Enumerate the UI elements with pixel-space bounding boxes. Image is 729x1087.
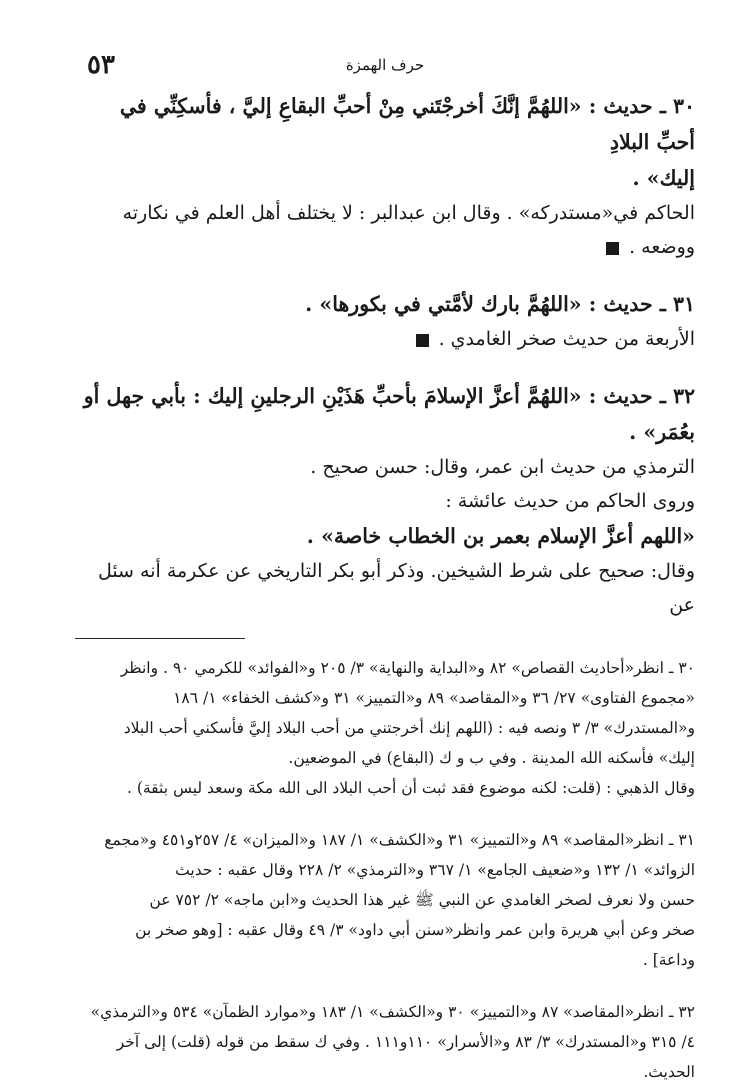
footnote-31-line-4: صخر وعن أبي هريرة وابن عمر وانظر«سنن أبي داود» ٣/ ٤٩ وقال عقبه : [وهو صخر بن (135, 921, 695, 939)
footnote-31-line-2: الزوائد» ١/ ١٣٢ و«ضعيف الجامع» ١/ ٣٦٧ و«الترمذي» ٢/ ٢٢٨ وقال عقبه : حديث (175, 861, 695, 879)
hadith-30-line-1: ٣٠ ـ حديث : «اللهُمَّ إنَّكَ أخرجْتَني مِنْ أحبِّ البقاعِ إليَّ ، فأسكِنِّي في أحبِّ البلادِ (119, 94, 695, 154)
hadith-31-source (75, 322, 695, 356)
hadith-30-line-2: إليك» . (632, 166, 695, 190)
hadith-30-text (75, 88, 695, 160)
end-square-icon (416, 334, 429, 347)
footnote-32-line-3: الحديث. (643, 1063, 695, 1081)
footnote-31-line-1: ٣١ ـ انظر«المقاصد» ٨٩ و«التمييز» ٣١ و«الكشف» ١/ ١٨٧ و«الميزان» ٤/ ٢٥٧و٤٥١ و«مجمع (104, 831, 695, 849)
hadith-32-line-3: وروى الحاكم من حديث عائشة : (445, 490, 695, 512)
footnote-30-line-4: إليك» فأسكنه الله المدينة . وفي ب و ك (البقاع) في الموضعين. (288, 749, 695, 767)
footnote-31-line-5: وداعة] . (642, 951, 695, 969)
footnote-30-line-2: «مجموع الفتاوى» ٢٧/ ٣٦ و«المقاصد» ٨٩ و«التمييز» ٣١ و«كشف الخفاء» ١/ ١٨٦ (173, 689, 695, 707)
main-text (75, 88, 695, 622)
footnote-31-line-3: حسن ولا نعرف لصخر الغامدي عن النبي ﷺ غير هذا الحديث و«ابن ماجه» ٢/ ٧٥٢ عن (149, 891, 695, 909)
hadith-32-line-2: الترمذي من حديث ابن عمر، وقال: حسن صحيح . (310, 456, 695, 478)
footnote-30-line-3: و«المستدرك» ٣/ ٣ ونصه فيه : (اللهم إنك أخرجتني من أحب البلاد إليَّ فأسكني أحب البلاد (123, 719, 695, 737)
footnote-32-line-1: ٣٢ ـ انظر«المقاصد» ٨٧ و«التمييز» ٣٠ و«الكشف» ١/ ١٨٣ و«موارد الظمآن» ٥٣٤ و«الترمذي» (90, 1003, 695, 1021)
footnote-30-line-1: ٣٠ ـ انظر«أحاديث القصاص» ٨٢ و«البداية والنهاية» ٣/ ٢٠٥ و«الفوائد» للكرمي ٩٠ . وانظر (120, 659, 695, 677)
running-title: حرف الهمزة (345, 56, 425, 74)
hadith-31-line-1: ٣١ ـ حديث : «اللهُمَّ بارك لأمَّتي في بكورها» . (305, 292, 695, 316)
end-square-icon (606, 242, 619, 255)
book-page (75, 50, 695, 1081)
footnote-30-line-5: وقال الذهبي : (قلت: لكنه موضوع فقد ثبت أن أحب البلاد الى الله مكة وسعد ليس بثقة) . (126, 779, 695, 797)
hadith-31-line-2: الأربعة من حديث صخر الغامدي . (438, 328, 695, 350)
hadith-32-line-1: ٣٢ ـ حديث : «اللهُمَّ أعزَّ الإسلامَ بأحبِّ هَذَيْنِ الرجلينِ إليك : بأبي جهل أو بعُمَر» . (83, 384, 695, 444)
footnote-separator (75, 638, 245, 639)
hadith-31-text (75, 286, 695, 322)
page-header (75, 50, 695, 80)
hadith-30-source (75, 196, 695, 264)
hadith-30-line-3: الحاكم في«مستدركه» . وقال ابن عبدالبر : لا يختلف أهل العلم في نكارته ووضعه . (122, 202, 695, 258)
hadith-30-text-cont (75, 160, 695, 196)
hadith-32-variant (75, 518, 695, 554)
page-number: ٥٣ (87, 50, 115, 80)
footnotes (75, 653, 695, 1087)
hadith-32-line-4: «اللهم أعزَّ الإسلام بعمر بن الخطاب خاصة» . (306, 524, 695, 548)
hadith-32-text (75, 378, 695, 450)
hadith-32-line-5: وقال: صحيح على شرط الشيخين. وذكر أبو بكر التاريخي عن عكرمة أنه سئل عن (97, 560, 695, 616)
footnote-32-line-2: ٤/ ٣١٥ و«المستدرك» ٣/ ٨٣ و«الأسرار» ١١٠و١١١ . وفي ك سقط من قوله (قلت) إلى آخر (116, 1033, 695, 1051)
